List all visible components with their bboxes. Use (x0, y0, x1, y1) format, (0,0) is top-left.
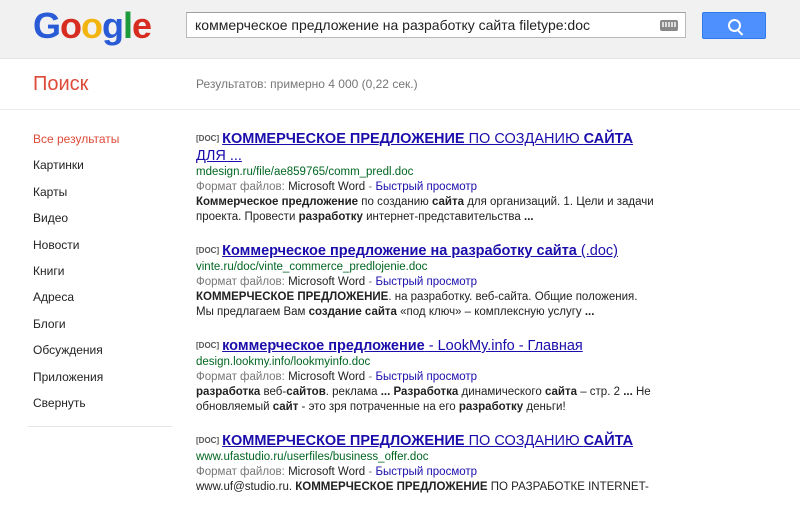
text-fragment: разработка (196, 386, 261, 398)
results-list (196, 130, 656, 512)
text-fragment: ... (623, 386, 633, 398)
text-fragment: коммерческое предложение (222, 338, 425, 354)
text-fragment: КОММЕРЧЕСКОЕ ПРЕДЛОЖЕНИЕ (196, 291, 389, 303)
search-input[interactable] (195, 16, 650, 34)
format-label: Формат файлов: (196, 466, 285, 478)
quick-view-link[interactable]: Быстрый просмотр (375, 466, 478, 478)
text-fragment: КОММЕРЧЕСКОЕ ПРЕДЛОЖЕНИЕ (222, 433, 465, 449)
logo-letter: e (132, 5, 152, 46)
result-title-link[interactable] (196, 242, 656, 260)
logo-letter: g (102, 5, 124, 46)
filetype-badge: [DOC] (196, 436, 220, 445)
search-result (196, 432, 656, 495)
nav-item[interactable]: Картинки (33, 158, 84, 173)
logo-letter: o (60, 5, 82, 46)
logo-letter: G (33, 5, 61, 46)
text-fragment: (.doc) (576, 243, 618, 259)
search-result (196, 130, 656, 225)
text-fragment: динамического (458, 386, 545, 398)
section-title: Поиск (33, 73, 89, 95)
text-fragment: создание сайта (308, 306, 397, 318)
text-fragment: ПО РАЗРАБОТКЕ INTERNET- (487, 481, 649, 493)
separator: - (368, 181, 373, 193)
text-fragment: - LookMy.info - Главная (424, 338, 583, 354)
format-label: Формат файлов: (196, 371, 285, 383)
separator: - (368, 276, 373, 288)
text-fragment: . на разработку. веб-сайта. Общие положения. Мы предлагаем Вам (196, 291, 638, 318)
search-button[interactable] (702, 12, 766, 39)
format-value: Microsoft Word (288, 181, 366, 193)
result-url: www.ufastudio.ru/userfiles/business_offer.doc (196, 451, 429, 463)
format-value: Microsoft Word (288, 276, 366, 288)
separator: - (368, 371, 373, 383)
search-result (196, 242, 656, 320)
nav-item[interactable]: Книги (33, 263, 65, 278)
text-fragment: сайта (431, 196, 464, 208)
google-logo[interactable] (33, 6, 151, 46)
sub-header (0, 59, 800, 110)
quick-view-link[interactable]: Быстрый просмотр (375, 181, 478, 193)
result-snippet (196, 290, 656, 320)
text-fragment: Коммерческое предложение (196, 196, 359, 208)
text-fragment: интернет-представительства (362, 211, 525, 223)
text-fragment: веб- (260, 386, 287, 398)
search-box[interactable] (186, 12, 686, 38)
text-fragment: сайтов (286, 386, 326, 398)
text-fragment: ... Разработка (380, 386, 459, 398)
result-title-link[interactable] (196, 432, 656, 450)
text-fragment: для организаций. 1. Цели и задачи проекта. Провести (196, 196, 654, 223)
text-fragment: ПО СОЗДАНИЮ (464, 131, 584, 147)
format-label: Формат файлов: (196, 181, 285, 193)
text-fragment: КОММЕРЧЕСКОЕ ПРЕДЛОЖЕНИЕ (295, 481, 488, 493)
logo-letter: o (81, 5, 103, 46)
nav-item[interactable]: Адреса (33, 290, 75, 305)
result-url: design.lookmy.info/lookmyinfo.doc (196, 356, 371, 368)
search-icon (728, 19, 741, 32)
nav-item[interactable]: Блоги (33, 316, 66, 331)
filetype-badge: [DOC] (196, 246, 220, 255)
text-fragment: Коммерческое предложение на разработку сайта (222, 243, 577, 259)
keyboard-icon[interactable] (660, 20, 678, 31)
text-fragment: САЙТА (583, 433, 634, 449)
nav-divider (28, 426, 172, 427)
nav-item[interactable]: Приложения (33, 369, 104, 384)
text-fragment: . реклама (325, 386, 381, 398)
text-fragment: ... (524, 211, 534, 223)
text-fragment: по созданию (358, 196, 432, 208)
quick-view-link[interactable]: Быстрый просмотр (375, 371, 478, 383)
result-snippet (196, 385, 656, 415)
nav-item[interactable]: Карты (33, 184, 68, 199)
text-fragment: деньги! (523, 401, 566, 413)
text-fragment: разработку (458, 401, 524, 413)
format-value: Microsoft Word (288, 466, 366, 478)
result-url: vinte.ru/doc/vinte_commerce_predlojenie.doc (196, 261, 428, 273)
text-fragment: – стр. 2 (577, 386, 624, 398)
result-format-line (196, 370, 656, 385)
nav-item[interactable]: Свернуть (33, 395, 86, 410)
search-result (196, 337, 656, 415)
result-snippet (196, 195, 656, 225)
result-format-line (196, 465, 656, 480)
format-value: Microsoft Word (288, 371, 366, 383)
nav-item[interactable]: Видео (33, 211, 69, 226)
separator: - (368, 466, 373, 478)
nav-item[interactable]: Новости (33, 237, 80, 252)
text-fragment: - это зря потраченные на его (298, 401, 459, 413)
result-url: mdesign.ru/file/ae859765/comm_predl.doc (196, 166, 414, 178)
result-snippet (196, 480, 656, 495)
text-fragment: ДЛЯ ... (196, 148, 242, 164)
result-stats: Результатов: примерно 4 000 (0,22 сек.) (196, 77, 418, 91)
result-title-link[interactable] (196, 337, 656, 355)
text-fragment: www.uf@studio.ru. (196, 481, 296, 493)
text-fragment: САЙТА (583, 131, 634, 147)
format-label: Формат файлов: (196, 276, 285, 288)
filetype-badge: [DOC] (196, 134, 220, 143)
text-fragment: ПО СОЗДАНИЮ (464, 433, 584, 449)
result-format-line (196, 180, 656, 195)
text-fragment: «под ключ» – комплексную услугу (396, 306, 585, 318)
logo-letter: l (123, 5, 133, 46)
text-fragment: сайт (272, 401, 299, 413)
text-fragment: Не обновляемый (196, 386, 651, 413)
quick-view-link[interactable]: Быстрый просмотр (375, 276, 478, 288)
text-fragment: КОММЕРЧЕСКОЕ ПРЕДЛОЖЕНИЕ (222, 131, 465, 147)
nav-item[interactable]: Все результаты (33, 132, 120, 146)
top-bar (0, 0, 800, 59)
left-nav (33, 132, 173, 422)
nav-item[interactable]: Обсуждения (33, 343, 103, 358)
text-fragment: ... (584, 306, 595, 318)
filetype-badge: [DOC] (196, 341, 220, 350)
text-fragment: сайта (544, 386, 577, 398)
text-fragment: разработку (298, 211, 363, 223)
result-title-link[interactable] (196, 130, 656, 165)
result-format-line (196, 275, 656, 290)
